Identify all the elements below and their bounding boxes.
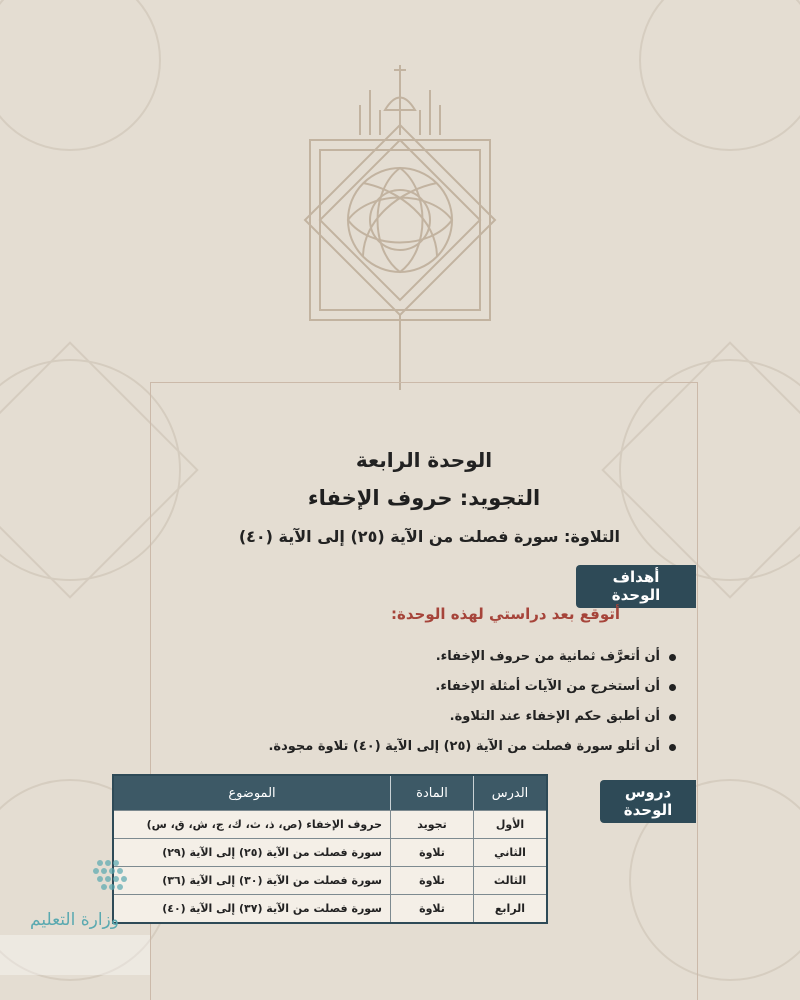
objectives-list [158, 642, 678, 762]
lesson-cell: الأول [473, 810, 546, 838]
mosque-rosette-ornament-icon [240, 30, 560, 430]
objectives-intro: أتوقع بعد دراستي لهذه الوحدة: [391, 605, 620, 623]
subject-cell: تلاوة [390, 838, 473, 866]
table-row [114, 866, 546, 894]
list-item: أن أتلو سورة فصلت من الآية (٢٥) إلى الآية (٤٠) تلاوة مجودة. [158, 732, 678, 762]
lesson-cell: الثاني [473, 838, 546, 866]
table-row [114, 810, 546, 838]
table-row [114, 838, 546, 866]
lesson-cell: الرابع [473, 894, 546, 922]
header-topic: الموضوع [114, 776, 390, 810]
list-item: أن أطبق حكم الإخفاء عند التلاوة. [158, 702, 678, 732]
list-item: أن أتعرَّف ثمانية من حروف الإخفاء. [158, 642, 678, 672]
ministry-name: وزارة التعليم [30, 910, 119, 930]
subject-cell: تلاوة [390, 866, 473, 894]
header-subject: المادة [390, 776, 473, 810]
table-row [114, 894, 546, 922]
unit-title: الوحدة الرابعة [355, 448, 493, 472]
lessons-label: دروس الوحدة [600, 780, 696, 823]
topic-cell: سورة فصلت من الآية (٢٥) إلى الآية (٢٩) [114, 838, 390, 866]
table-header-row [114, 776, 546, 810]
list-item: أن أستخرج من الآيات أمثلة الإخفاء. [158, 672, 678, 702]
topic-cell: سورة فصلت من الآية (٣٠) إلى الآية (٣٦) [114, 866, 390, 894]
subject-cell: تلاوة [390, 894, 473, 922]
objectives-label: أهداف الوحدة [576, 565, 696, 608]
unit-subtitle: التجويد: حروف الإخفاء [307, 486, 541, 510]
subject-cell: تجويد [390, 810, 473, 838]
header-lesson: الدرس [473, 776, 546, 810]
topic-cell: سورة فصلت من الآية (٣٧) إلى الآية (٤٠) [114, 894, 390, 922]
lesson-cell: الثالث [473, 866, 546, 894]
recitation-line: التلاوة: سورة فصلت من الآية (٢٥) إلى الآية (٤٠) [238, 527, 620, 546]
lessons-table [112, 774, 548, 924]
topic-cell: حروف الإخفاء (ص، ذ، ث، ك، ج، ش، ق، س) [114, 810, 390, 838]
